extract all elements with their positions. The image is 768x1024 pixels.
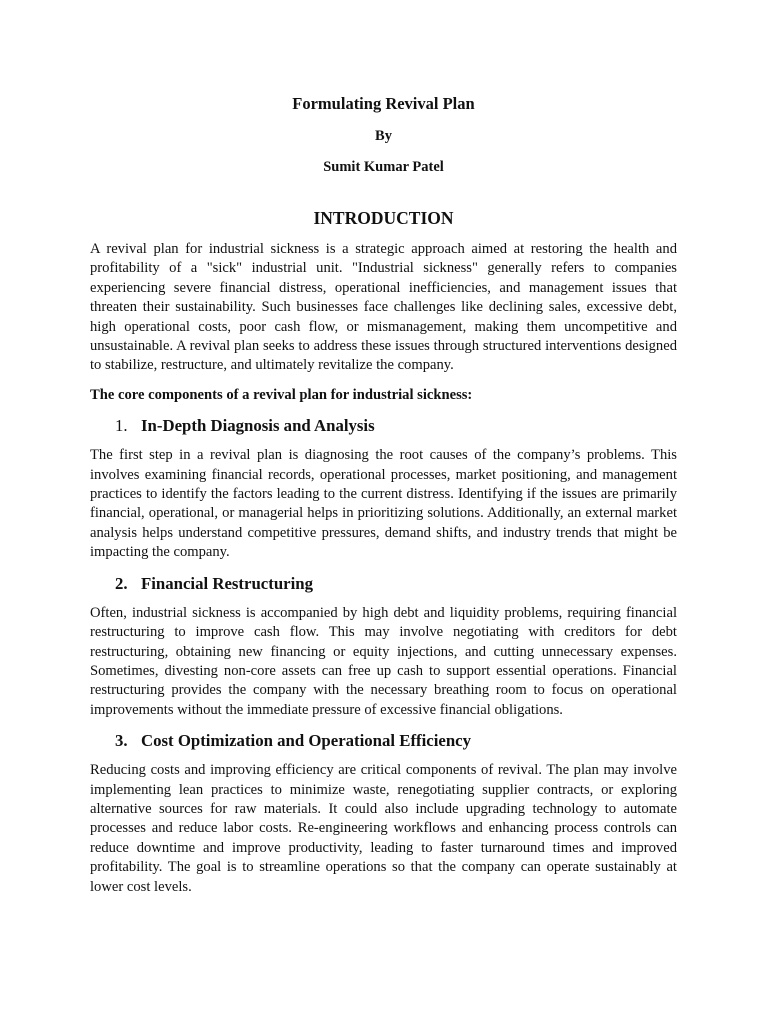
introduction-heading: INTRODUCTION [313,208,454,228]
section-heading-financial-restructuring [90,573,677,595]
section-heading-diagnosis [90,415,677,437]
byline-label: By [375,128,392,144]
section-number: 1. [115,416,128,436]
core-components-label: The core components of a revival plan for industrial sickness: [90,386,473,403]
section-heading-cost-optimization [90,730,677,752]
section-paragraph-financial-restructuring: Often, industrial sickness is accompanied by high debt and liquidity problems, requiring financial restructuring to improve cash flow. This may involve negotiating with creditors for debt restructuring, obtaining new financing or equity injections, and cutting unnecessary expenses. Sometimes, divesting non-core assets can free up cash to support essential operations. Financial restructuring provides the company with the necessary breathing room to focus on operational improvements without the immediate pressure of excessive financial obligations. [90,604,677,718]
section-paragraph-diagnosis: The first step in a revival plan is diagnosing the root causes of the company’s problems. This involves examining financial records, operational processes, market positioning, and management practices to identify the factors leading to the current distress. Identifying if the issues are primarily financial, operational, or managerial helps in prioritizing solutions. Additionally, an external market analysis helps understand competitive pressures, demand shifts, and industry trends that might be impacting the company. [90,447,677,561]
section-paragraph-cost-optimization: Reducing costs and improving efficiency are critical components of revival. The plan may involve implementing lean practices to minimize waste, renegotiating supplier contracts, or exploring alternative sources for raw materials. It could also include upgrading technology to automate processes and reduce labor costs. Re-engineering workflows and enhancing process controls can reduce downtime and improve productivity, leading to faster turnaround times and improved profitability. The goal is to streamline operations so that the company can operate sustainably at lower cost levels. [90,762,677,895]
section-title: Financial Restructuring [141,573,313,593]
section-number: 2. [115,573,128,593]
author-name: Sumit Kumar Patel [323,159,444,175]
document-title: Formulating Revival Plan [292,94,475,113]
introduction-paragraph: A revival plan for industrial sickness is a strategic approach aimed at restoring the health and profitability of a "sick" industrial unit. "Industrial sickness" generally refers to companies experiencing severe financial distress, operational inefficiencies, and management issues that threaten their sustainability. Such businesses face challenges like declining sales, excessive debt, high operational costs, poor cash flow, or mismanagement, making them uncompetitive and unsustainable. A revival plan seeks to address these issues through structured interventions designed to stabilize, restructure, and ultimately revitalize the company. [90,241,677,374]
section-number: 3. [115,731,128,751]
document-page [90,92,677,897]
section-title: Cost Optimization and Operational Efficiency [141,731,472,751]
section-title: In-Depth Diagnosis and Analysis [141,416,375,436]
